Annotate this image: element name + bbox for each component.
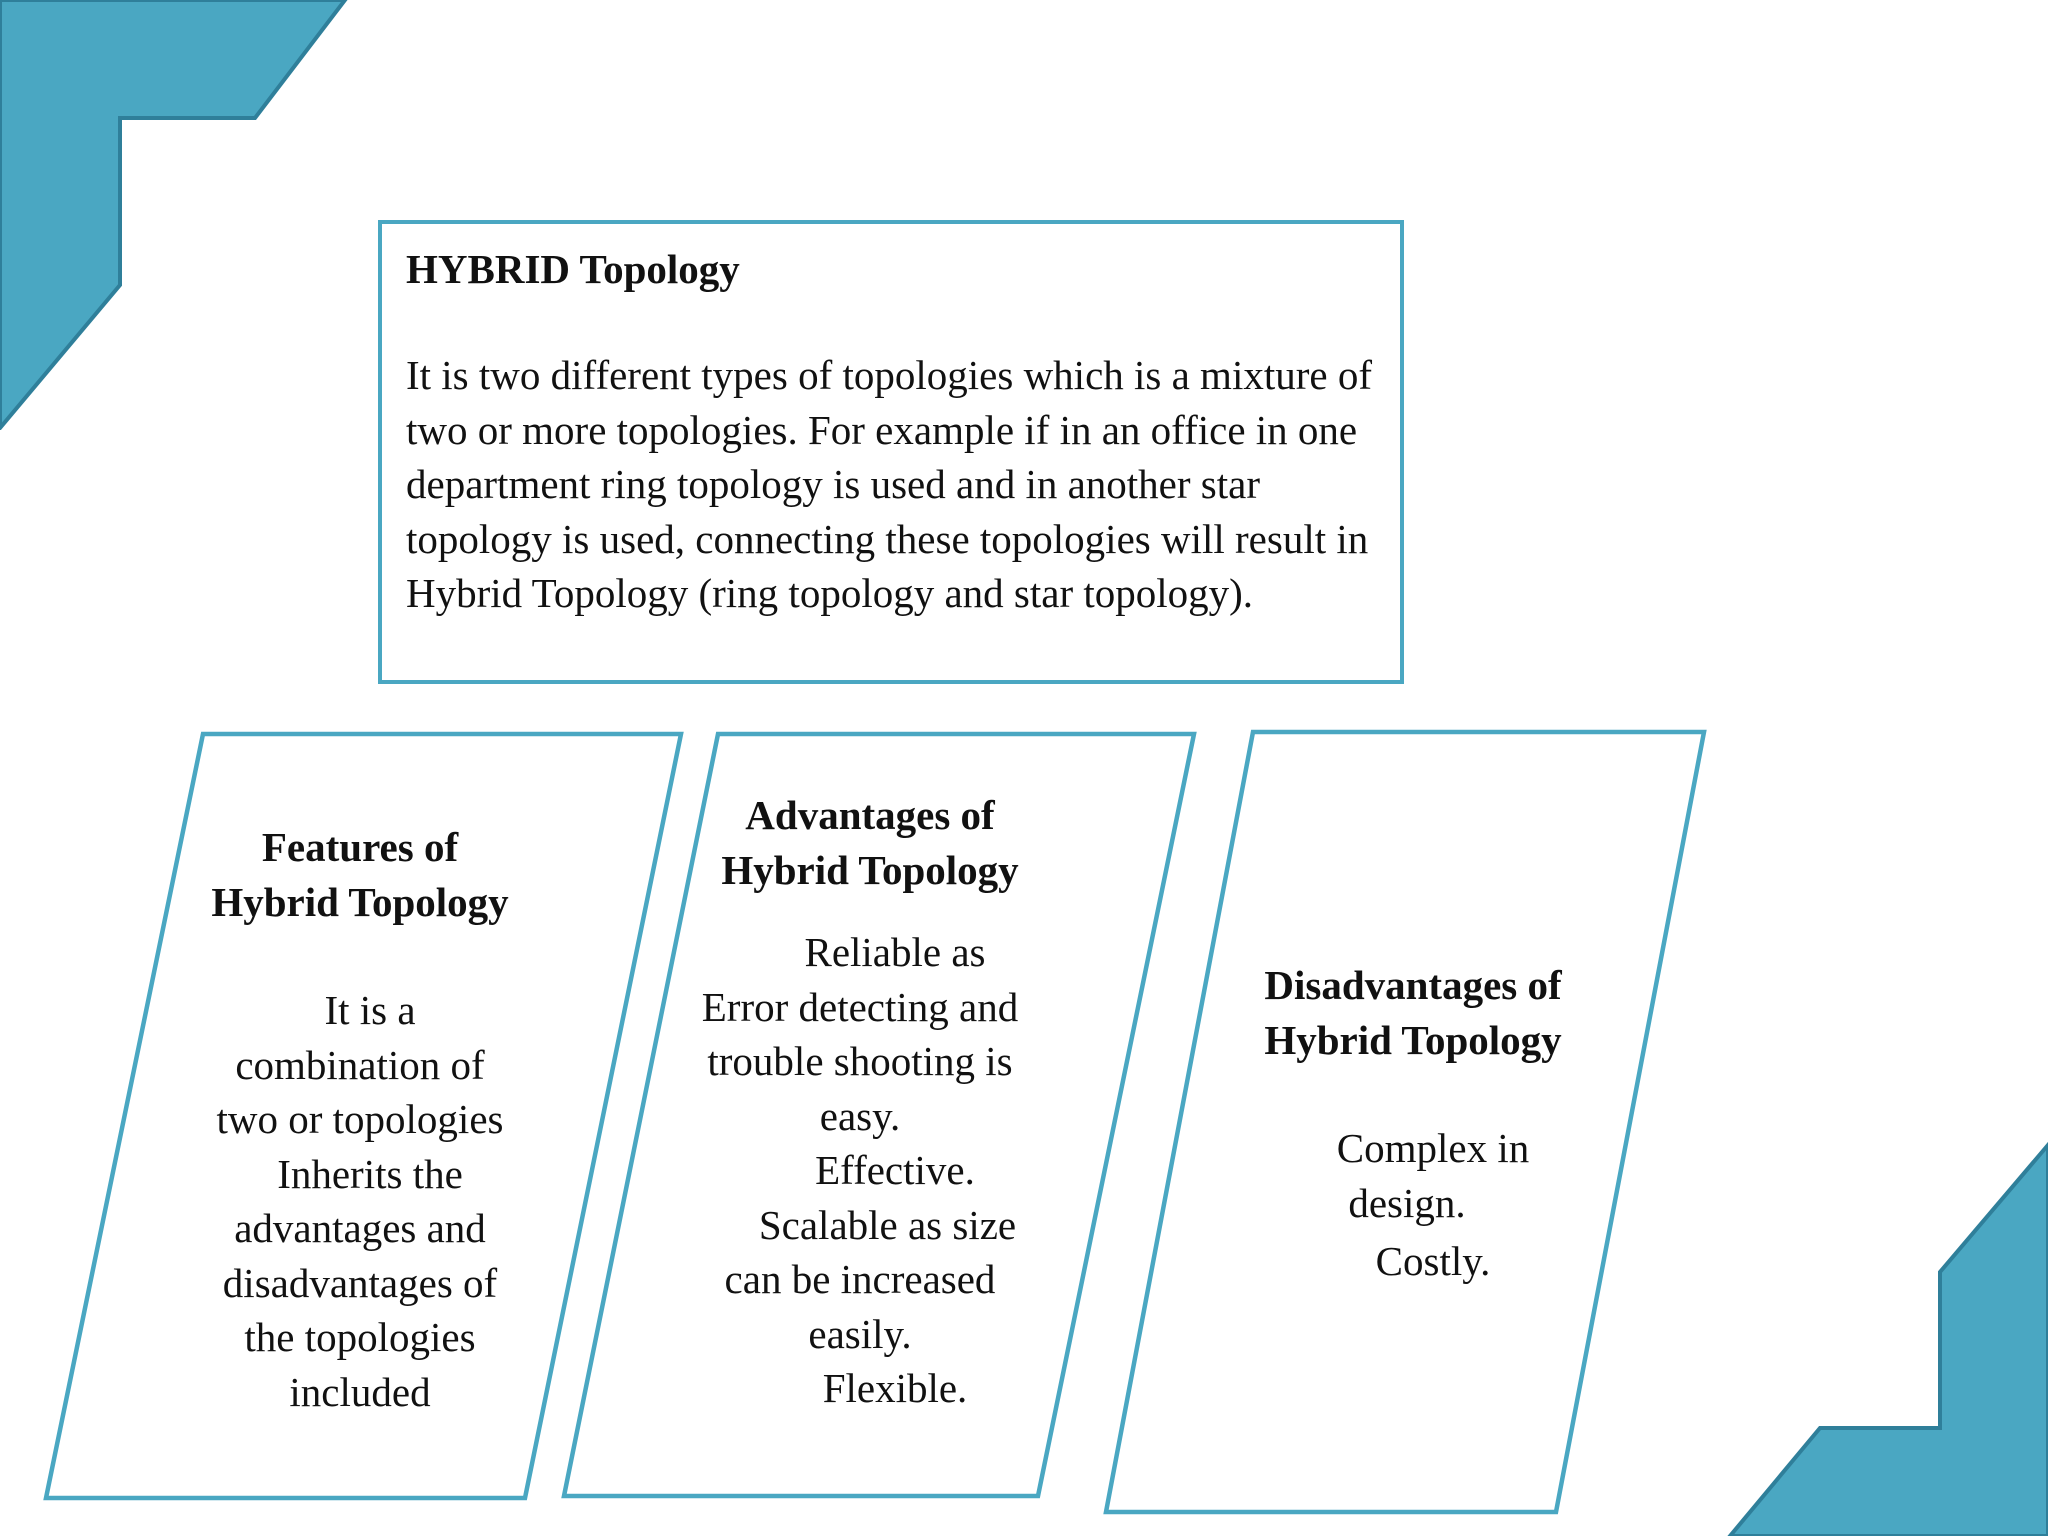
advantages-title-line-2: Hybrid Topology xyxy=(721,846,1019,893)
advantages-title-line-1: Advantages of xyxy=(745,792,995,838)
advantages-item: easy. xyxy=(819,1092,901,1139)
definition-title: HYBRID Topology xyxy=(406,246,740,292)
advantages-item: Effective. xyxy=(815,1147,975,1193)
disadvantages-title-line-2: Hybrid Topology xyxy=(1264,1016,1562,1063)
disadvantages-item: Complex in xyxy=(1336,1125,1530,1171)
features-item: advantages and xyxy=(234,1205,486,1251)
features-item: two or topologies xyxy=(216,1096,504,1142)
definition-box xyxy=(378,220,1404,684)
features-item: combination of xyxy=(235,1041,485,1088)
disadvantages-title-line-1: Disadvantages of xyxy=(1264,962,1562,1008)
disadvantages-item: Costly. xyxy=(1375,1238,1491,1284)
features-title-line-1: Features of xyxy=(261,824,459,870)
advantages-item: Scalable as size xyxy=(758,1201,1017,1248)
advantages-item: Reliable as xyxy=(804,929,986,975)
features-item: included xyxy=(289,1368,431,1415)
features-item: Inherits the xyxy=(277,1150,463,1197)
advantages-item: Error detecting and xyxy=(701,983,1019,1030)
advantages-item: easily. xyxy=(808,1310,912,1357)
features-title-line-2: Hybrid Topology xyxy=(211,878,509,925)
disadvantages-card xyxy=(1100,728,1710,1516)
corner-decoration-top-left xyxy=(0,0,350,430)
definition-text: It is two different types of topologies which is a mixture of two or more topologies. For example if in an office in one department ring topology is used and in another star topology is used, connecting these topologies will result in Hybrid Topology (ring topology and star topology). xyxy=(406,352,1372,616)
advantages-item: trouble shooting is xyxy=(707,1038,1013,1084)
features-item: the topologies xyxy=(244,1314,476,1360)
features-item: disadvantages of xyxy=(222,1259,498,1306)
advantages-item: Flexible. xyxy=(822,1365,968,1411)
advantages-item: can be increased xyxy=(724,1256,996,1302)
corner-decoration-bottom-right xyxy=(1720,1140,2048,1536)
disadvantages-item: design. xyxy=(1348,1179,1466,1226)
features-item: It is a xyxy=(324,987,416,1033)
